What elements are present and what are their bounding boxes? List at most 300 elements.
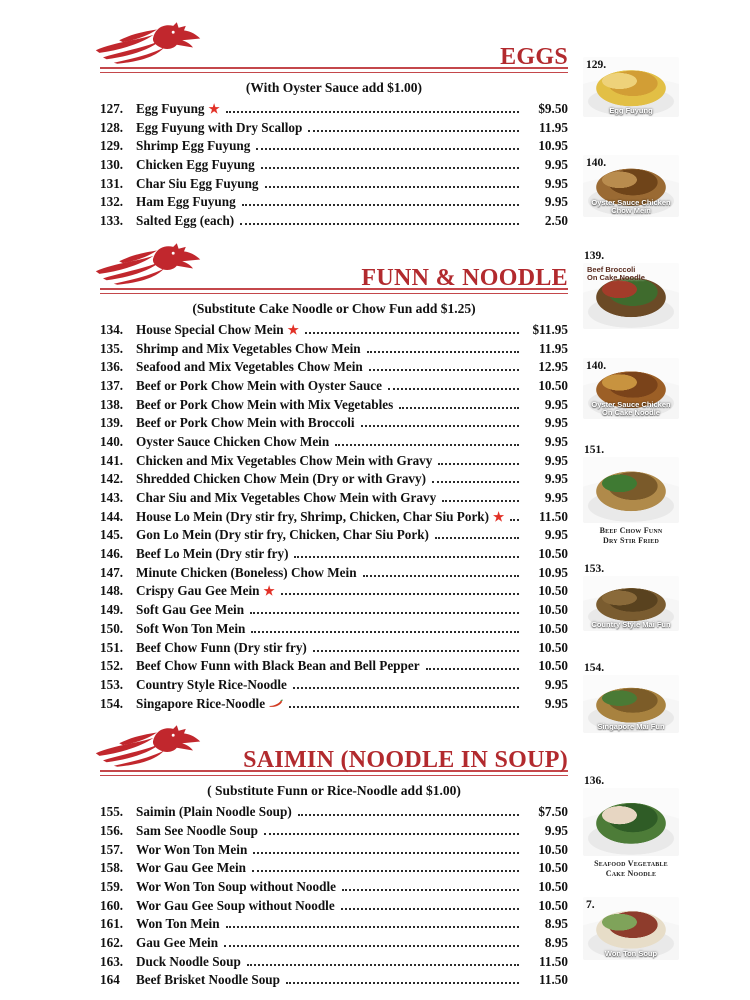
dot-leader: [281, 593, 519, 595]
menu-item-number: 159.: [100, 879, 124, 894]
menu-item-name: [136, 879, 336, 895]
star-icon: ★: [208, 102, 220, 116]
menu-item-row: [100, 453, 568, 472]
menu-item-name-text: Ham Egg Fuyung: [136, 194, 236, 210]
menu-item-list: [100, 101, 568, 232]
menu-item-number: 139.: [100, 415, 124, 431]
dot-leader: [342, 889, 519, 891]
menu-item-number: 141.: [100, 452, 124, 468]
section-divider: [100, 67, 568, 73]
menu-item-price: 10.50: [538, 879, 568, 894]
menu-item-name: [136, 157, 255, 173]
menu-item-row: [100, 322, 568, 341]
section-header: [100, 20, 568, 70]
menu-item-number: 162.: [100, 935, 124, 951]
photo-caption-line: Beef Broccoli: [587, 265, 636, 274]
menu-item-name-text: Wor Gau Gee Soup without Noodle: [136, 897, 335, 913]
menu-item-row: [100, 434, 568, 453]
menu-item-row: [100, 213, 568, 232]
menu-item-price: 10.50: [538, 841, 568, 857]
dragon-logo-icon: [94, 241, 202, 287]
menu-item-name-text: Seafood and Mix Vegetables Chow Mein: [136, 359, 363, 375]
menu-item-name: [136, 583, 275, 599]
menu-item-number: 136.: [100, 359, 124, 375]
photo-number: 140.: [586, 360, 607, 372]
food-photo-image: [583, 576, 679, 631]
photo-caption-line: Won Ton Soup: [604, 948, 658, 958]
dot-leader: [247, 964, 519, 966]
menu-item-name: [136, 490, 436, 506]
photo-caption-below: [583, 859, 679, 880]
photo-caption-line: Oyster Sauce Chicken: [591, 197, 671, 207]
menu-item-name-text: Beef Brisket Noodle Soup: [136, 972, 280, 988]
menu-item-name: [136, 972, 280, 988]
menu-item-number: 163.: [100, 953, 124, 969]
menu-item-price: 9.95: [544, 695, 568, 711]
dot-leader: [251, 631, 519, 633]
menu-item-price: 9.95: [544, 822, 568, 838]
section-subtitle: (With Oyster Sauce add $1.00): [245, 80, 423, 95]
menu-item-name: [136, 842, 247, 858]
menu-item-name: [136, 677, 287, 693]
photo-caption-line: Egg Fuyung: [609, 105, 653, 115]
menu-item-row: [100, 509, 568, 528]
menu-item-number: 149.: [100, 602, 124, 618]
menu-item-price: 11.95: [539, 340, 568, 356]
menu-item-name-text: Egg Fuyung: [136, 101, 205, 116]
menu-item-name-text: Gau Gee Mein: [136, 935, 219, 951]
chili-icon: [268, 698, 283, 708]
menu-item-name-text: Saimin (Plain Noodle Soup): [136, 804, 292, 820]
dot-leader: [293, 687, 519, 689]
dot-leader: [286, 982, 519, 984]
menu-item-row: [100, 415, 568, 434]
food-photo-tile: [583, 444, 679, 547]
menu-item-number: 161.: [100, 916, 124, 932]
section-title: SAIMIN (NOODLE IN SOUP): [243, 747, 568, 774]
photo-caption: [583, 621, 679, 629]
menu-item-price: 10.50: [538, 620, 568, 636]
food-photo-tile: [583, 358, 679, 419]
photo-number: 151.: [584, 444, 605, 456]
menu-item-name-text: Char Siu Egg Fuyung: [136, 175, 259, 191]
menu-item-name: [136, 176, 259, 192]
menu-item-name: [136, 954, 241, 970]
menu-item-name: [136, 194, 236, 210]
menu-item-price: 10.50: [538, 377, 568, 393]
menu-item-name: [136, 935, 218, 951]
menu-item-number: 140.: [100, 433, 124, 449]
food-photo-tile: [583, 563, 679, 631]
photo-caption-line: On Cake Noodle: [587, 273, 645, 283]
menu-item-price: 10.50: [538, 897, 568, 913]
dot-leader: [510, 519, 519, 521]
dot-leader: [240, 223, 519, 225]
menu-item-price: 8.95: [544, 935, 568, 951]
menu-item-price: 10.50: [538, 658, 568, 674]
menu-item-row: [100, 677, 568, 696]
dot-leader: [224, 945, 519, 947]
menu-item-price: 10.50: [538, 602, 568, 618]
dot-leader: [308, 130, 519, 132]
menu-item-row: [100, 490, 568, 509]
dot-leader: [435, 537, 519, 539]
menu-item-row: [100, 658, 568, 677]
menu-item-price: 9.95: [544, 175, 568, 191]
menu-item-number: 138.: [100, 396, 124, 412]
dot-leader: [252, 870, 519, 872]
menu-item-name: [136, 322, 299, 338]
menu-item-row: [100, 157, 568, 176]
menu-item-price: 10.50: [538, 583, 568, 599]
photo-caption: [583, 950, 679, 958]
menu-item-number: 131.: [100, 175, 124, 191]
menu-item-name-text: Wor Gau Gee Mein: [136, 860, 247, 876]
menu-item-name-text: Crispy Gau Gee Mein: [136, 583, 260, 599]
menu-item-number: 158.: [100, 860, 124, 876]
dot-leader: [388, 388, 519, 390]
food-photo-tile: [583, 775, 679, 880]
menu-item-name: [136, 696, 283, 712]
menu-item-name-text: House Special Chow Mein: [136, 321, 284, 337]
menu-section: [100, 723, 568, 991]
menu-item-name-text: Shredded Chicken Chow Mein (Dry or with Gravy): [136, 471, 427, 487]
dragon-logo-icon: [94, 20, 202, 66]
menu-item-name: [136, 916, 220, 932]
menu-item-price: $9.50: [538, 101, 568, 116]
photo-caption-line: Country Style Mai Fun: [591, 619, 671, 629]
menu-item-name-text: Wor Won Ton Soup without Noodle: [136, 879, 336, 894]
menu-item-row: [100, 397, 568, 416]
menu-item-price: 9.95: [544, 471, 568, 487]
menu-item-name-text: Salted Egg (each): [136, 213, 235, 229]
menu-item-row: [100, 341, 568, 360]
dot-leader: [294, 556, 519, 558]
menu-item-row: [100, 602, 568, 621]
food-photo-image: [583, 788, 679, 856]
menu-item-name: [136, 138, 250, 154]
food-photo-tile: [583, 155, 679, 217]
menu-item-number: 130.: [100, 157, 124, 173]
menu-item-row: [100, 879, 568, 898]
food-photo-tile: [583, 897, 679, 960]
photo-caption-line: Chow Mein: [611, 205, 651, 215]
menu-item-name: [136, 415, 355, 431]
menu-item-list: [100, 322, 568, 714]
section-header: [100, 723, 568, 774]
menu-item-row: [100, 138, 568, 157]
menu-item-price: 12.95: [538, 359, 568, 375]
menu-item-price: 2.50: [544, 213, 568, 229]
menu-item-row: [100, 101, 568, 120]
photo-sidebar: [583, 0, 679, 1000]
menu-item-name-text: Beef or Pork Chow Mein with Oyster Sauce: [136, 377, 383, 393]
menu-item-row: [100, 194, 568, 213]
menu-item-row: [100, 527, 568, 546]
menu-item-number: 127.: [100, 101, 124, 116]
menu-item-price: $7.50: [538, 804, 568, 820]
photo-caption-line: Oyster Sauce Chicken: [591, 399, 671, 409]
menu-item-row: [100, 621, 568, 640]
photo-number: 7.: [586, 899, 595, 911]
menu-item-name-text: Singapore Rice-Noodle: [136, 695, 266, 711]
menu-item-name-text: Beef Lo Mein (Dry stir fry): [136, 546, 289, 562]
menu-item-price: 11.50: [539, 972, 568, 988]
photo-caption: [583, 401, 679, 418]
dot-leader: [261, 167, 519, 169]
dot-leader: [369, 369, 519, 371]
menu-item-price: 9.95: [544, 676, 568, 692]
photo-caption-line: On Cake Noodle: [602, 407, 660, 417]
menu-item-row: [100, 176, 568, 195]
section-header: [100, 241, 568, 291]
menu-item-name-text: Shrimp and Mix Vegetables Chow Mein: [136, 340, 361, 356]
menu-item-name: [136, 359, 363, 375]
menu-item-row: [100, 898, 568, 917]
dot-leader: [289, 706, 519, 708]
menu-item-list: [100, 804, 568, 991]
menu-item-name-text: Country Style Rice-Noodle: [136, 676, 287, 692]
menu-item-row: [100, 804, 568, 823]
dot-leader: [226, 926, 519, 928]
food-photo-image: [583, 675, 679, 733]
menu-item-name-text: Won Ton Mein: [136, 916, 220, 932]
menu-item-number: 128.: [100, 119, 124, 135]
menu-item-row: [100, 359, 568, 378]
dot-leader: [265, 186, 519, 188]
menu-item-name: [136, 823, 258, 839]
menu-item-name: [136, 101, 220, 117]
menu-item-price: 11.50: [539, 508, 568, 524]
menu-item-number: 137.: [100, 377, 124, 393]
dot-leader: [335, 444, 519, 446]
menu-item-row: [100, 583, 568, 602]
menu-item-number: 132.: [100, 194, 124, 210]
photo-number: 139.: [584, 250, 605, 262]
section-subtitle: ( Substitute Funn or Rice-Noodle add $1.00): [207, 783, 461, 799]
menu-item-price: 9.95: [544, 490, 568, 505]
menu-item-name: [136, 527, 429, 543]
menu-item-number: 146.: [100, 546, 124, 562]
menu-item-name: [136, 860, 246, 876]
dot-leader: [341, 908, 519, 910]
menu-item-name-text: Oyster Sauce Chicken Chow Mein: [136, 433, 330, 449]
menu-item-name-text: Chicken and Mix Vegetables Chow Mein with Gravy: [136, 452, 433, 468]
dot-leader: [305, 332, 519, 334]
menu-item-name-text: Sam See Noodle Soup: [136, 822, 259, 838]
menu-item-row: [100, 916, 568, 935]
food-photo-tile: [583, 57, 679, 117]
menu-item-name: [136, 378, 382, 394]
menu-item-name: [136, 804, 292, 820]
menu-item-number: 160.: [100, 897, 124, 913]
dot-leader: [426, 668, 519, 670]
menu-item-name-text: House Lo Mein (Dry stir fry, Shrimp, Chicken, Char Siu Pork): [136, 508, 490, 524]
menu-item-price: 10.50: [538, 546, 568, 562]
menu-item-price: 10.95: [538, 564, 568, 580]
menu-item-name-text: Beef or Pork Chow Mein with Broccoli: [136, 415, 355, 431]
menu-item-name: [136, 453, 432, 469]
photo-caption: [583, 107, 679, 115]
menu-item-number: 157.: [100, 841, 124, 857]
food-photo-tile: [583, 662, 679, 733]
menu-item-price: 9.95: [544, 415, 568, 431]
menu-item-name: [136, 565, 357, 581]
photo-number: 140.: [586, 157, 607, 169]
menu-item-number: 151.: [100, 639, 124, 655]
star-icon: ★: [287, 322, 299, 337]
dot-leader: [298, 814, 519, 816]
food-photo-tile: [583, 250, 679, 329]
section-subtitle: (Substitute Cake Noodle or Chow Fun add $1.25): [192, 300, 476, 316]
menu-sections: [100, 20, 568, 991]
menu-item-row: [100, 120, 568, 139]
dot-leader: [432, 481, 519, 483]
menu-item-row: [100, 972, 568, 991]
menu-item-number: 129.: [100, 138, 124, 154]
dot-leader: [250, 612, 519, 614]
menu-item-number: 144.: [100, 508, 124, 524]
menu-item-price: 10.50: [538, 860, 568, 876]
menu-item-name: [136, 471, 426, 487]
menu-item-price: 9.95: [544, 433, 568, 449]
star-icon: ★: [263, 584, 275, 599]
photo-caption-line: Seafood Vegetable: [594, 859, 668, 868]
menu-item-number: 143.: [100, 490, 124, 505]
menu-item-price: 10.50: [538, 639, 568, 655]
menu-item-name-text: Shrimp Egg Fuyung: [136, 138, 251, 154]
star-icon: ★: [493, 509, 505, 524]
menu-item-row: [100, 471, 568, 490]
menu-item-row: [100, 842, 568, 861]
menu-item-price: 9.95: [544, 527, 568, 543]
menu-item-price: 8.95: [544, 916, 568, 932]
food-photo-image: [583, 897, 679, 960]
dot-leader: [367, 351, 519, 353]
menu-item-price: 10.95: [538, 138, 568, 154]
menu-item-number: 133.: [100, 213, 124, 229]
menu-item-price: $11.95: [532, 321, 568, 337]
dot-leader: [256, 148, 519, 150]
photo-caption-line: Beef Chow Funn: [599, 526, 663, 535]
dot-leader: [442, 500, 519, 502]
menu-item-name-text: Chicken Egg Fuyung: [136, 157, 255, 173]
photo-caption: [587, 266, 645, 283]
menu-item-name-text: Char Siu and Mix Vegetables Chow Mein with Gravy: [136, 490, 437, 505]
dot-leader: [438, 463, 519, 465]
menu-item-number: 135.: [100, 340, 124, 356]
food-photo-image: [583, 457, 679, 523]
menu-item-price: 9.95: [544, 194, 568, 210]
menu-item-name: [136, 434, 329, 450]
menu-item-name: [136, 213, 234, 229]
menu-item-row: [100, 565, 568, 584]
photo-caption-line: Cake Noodle: [605, 869, 657, 879]
menu-item-number: 142.: [100, 471, 124, 487]
menu-item-name: [136, 621, 245, 637]
menu-item-row: [100, 935, 568, 954]
menu-item-number: 150.: [100, 620, 124, 636]
section-title: FUNN & NOODLE: [361, 264, 568, 291]
section-title: EGGS: [500, 44, 568, 70]
photo-caption: [583, 723, 679, 731]
menu-item-number: 154.: [100, 695, 124, 711]
menu-item-row: [100, 823, 568, 842]
menu-item-number: 134.: [100, 321, 124, 337]
menu-item-price: 9.95: [544, 452, 568, 468]
photo-number: 136.: [584, 775, 605, 787]
menu-section: [100, 241, 568, 714]
menu-item-number: 147.: [100, 564, 124, 580]
menu-section: [100, 20, 568, 232]
dot-leader: [363, 575, 519, 577]
dot-leader: [264, 833, 519, 835]
menu-item-name: [136, 602, 244, 618]
menu-item-number: 153.: [100, 676, 124, 692]
menu-item-number: 145.: [100, 527, 124, 543]
photo-number: 129.: [586, 59, 607, 71]
menu-item-row: [100, 696, 568, 715]
menu-item-number: 152.: [100, 658, 124, 674]
menu-item-name-text: Beef Chow Funn (Dry stir fry): [136, 639, 307, 655]
menu-item-name-text: Gon Lo Mein (Dry stir fry, Chicken, Char Siu Pork): [136, 527, 429, 543]
menu-item-name: [136, 640, 307, 656]
menu-item-price: 11.50: [539, 953, 568, 969]
menu-item-name-text: Beef or Pork Chow Mein with Mix Vegetables: [136, 396, 394, 412]
menu-item-name-text: Wor Won Ton Mein: [136, 841, 248, 857]
menu-item-name-text: Soft Gau Gee Mein: [136, 602, 245, 618]
dot-leader: [313, 650, 519, 652]
dot-leader: [242, 204, 519, 206]
dot-leader: [361, 425, 519, 427]
menu-item-name-text: Duck Noodle Soup: [136, 953, 241, 969]
dot-leader: [226, 111, 519, 113]
menu-item-price: 11.95: [539, 119, 568, 135]
menu-item-name: [136, 658, 420, 674]
menu-item-price: 9.95: [544, 157, 568, 173]
menu-item-name-text: Beef Chow Funn with Black Bean and Bell Pepper: [136, 658, 420, 674]
menu-item-row: [100, 546, 568, 565]
menu-item-name: [136, 546, 288, 562]
food-photo-image: [583, 263, 679, 329]
menu-item-row: [100, 860, 568, 879]
photo-number: 154.: [584, 662, 605, 674]
menu-item-price: 9.95: [544, 396, 568, 412]
menu-item-row: [100, 954, 568, 973]
menu-item-name: [136, 898, 335, 914]
photo-caption: [583, 199, 679, 216]
menu-item-number: 156.: [100, 822, 124, 838]
menu-item-name: [136, 341, 361, 357]
menu-item-name: [136, 509, 504, 525]
dot-leader: [253, 852, 519, 854]
menu-item-name: [136, 120, 302, 136]
menu-item-number: 164: [100, 972, 120, 988]
photo-caption-below: [583, 526, 679, 547]
menu-item-number: 148.: [100, 583, 124, 599]
photo-caption-line: Singapore Mai Fun: [597, 721, 665, 731]
menu-item-name-text: Soft Won Ton Mein: [136, 620, 246, 636]
menu-item-name-text: Egg Fuyung with Dry Scallop: [136, 119, 303, 135]
photo-caption-line: Dry Stir Fried: [602, 536, 660, 546]
menu-item-name-text: Minute Chicken (Boneless) Chow Mein: [136, 564, 357, 580]
menu-item-number: 155.: [100, 804, 124, 820]
menu-item-row: [100, 640, 568, 659]
photo-number: 153.: [584, 563, 605, 575]
menu-item-row: [100, 378, 568, 397]
dot-leader: [399, 407, 519, 409]
menu-item-name: [136, 397, 393, 413]
